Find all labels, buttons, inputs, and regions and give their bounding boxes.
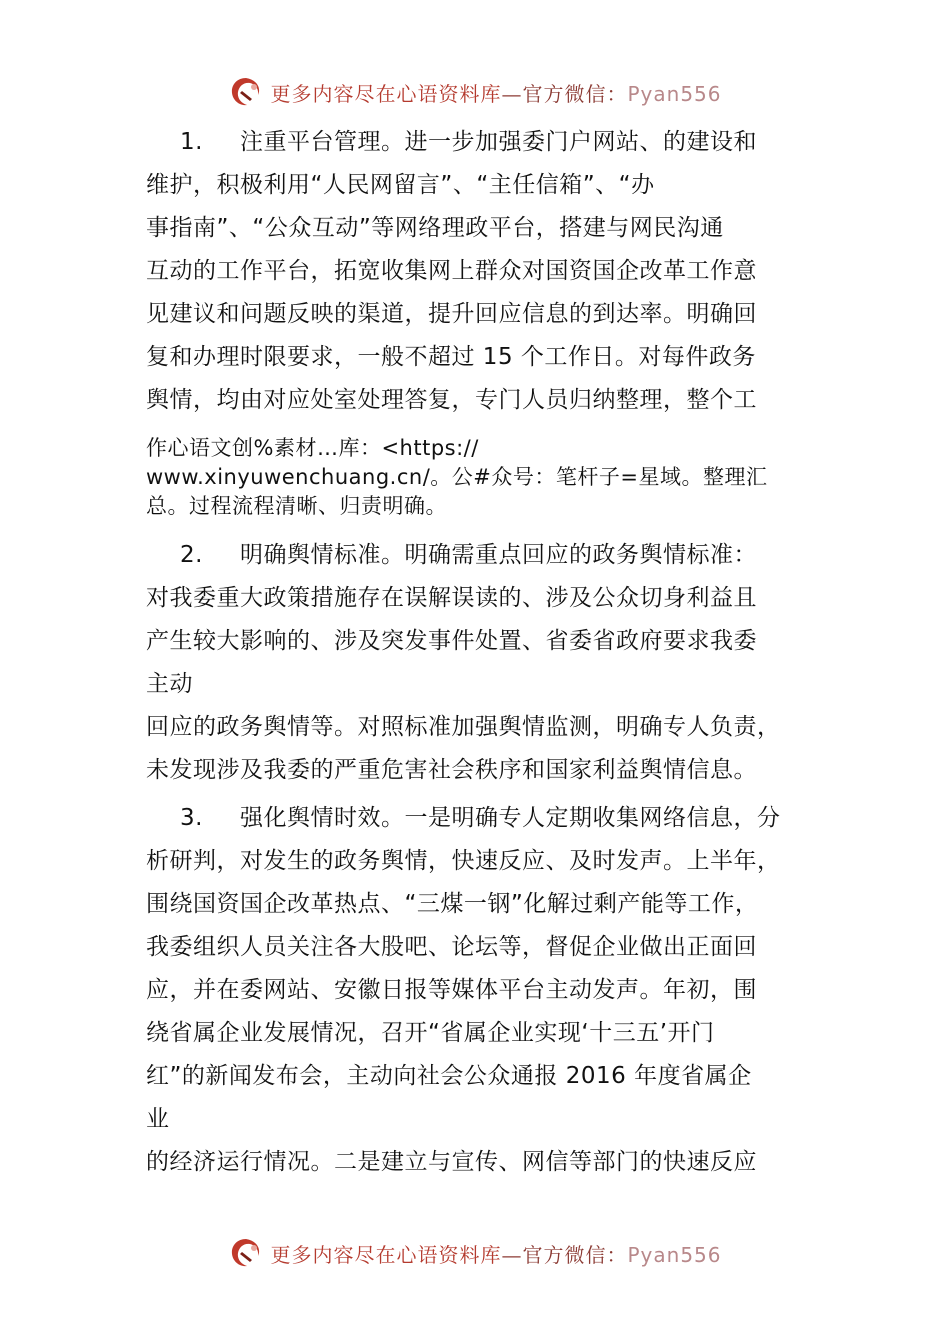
text-line: www.xinyuwenchuang.cn/。公#众号：笔杆子=星域。整理汇 <box>146 465 768 489</box>
xinyu-logo-icon <box>228 1236 264 1270</box>
text-line: 主动 <box>146 671 193 697</box>
text-line: 作心语文创%素材…库：<https:// <box>146 436 479 460</box>
banner-dash: — <box>501 1242 523 1267</box>
text-line: 未发现涉及我委的严重危害社会秩序和国家利益舆情信息。 <box>146 757 757 783</box>
text-line: 产生较大影响的、涉及突发事件处置、省委省政府要求我委 <box>146 628 757 654</box>
banner-wechat-label: 官方微信： <box>522 81 628 106</box>
text-line: 业 <box>146 1106 170 1132</box>
banner-wechat-label: 官方微信： <box>522 1242 628 1267</box>
text-line: 应，并在委网站、安徽日报等媒体平台主动发声。年初，围 <box>146 977 757 1003</box>
text-line: 回应的政务舆情等。对照标准加强舆情监测，明确专人负责， <box>146 714 781 740</box>
text-line: 3. 强化舆情时效。一是明确专人定期收集网络信息，分 <box>180 805 781 831</box>
text-line: 见建议和问题反映的渠道，提升回应信息的到达率。明确回 <box>146 301 757 327</box>
text-line: 围绕国资国企改革热点、“三煤一钢”化解过剩产能等工作， <box>146 891 759 917</box>
text-line: 维护，积极利用“人民网留言”、“主任信箱”、“办 <box>146 172 655 198</box>
banner-text <box>270 1239 721 1268</box>
list-number: 2. <box>180 542 203 568</box>
banner-wechat-id: Pyan556 <box>627 81 722 106</box>
text-line: 绕省属企业发展情况，召开“省属企业实现‘十三五’开门 <box>146 1020 715 1046</box>
text-line: 对我委重大政策措施存在误解误读的、涉及公众切身利益且 <box>146 585 757 611</box>
text-line: 红”的新闻发布会，主动向社会公众通报 2016 年度省属企 <box>146 1063 752 1089</box>
banner-dash: — <box>501 81 523 106</box>
text-line: 的经济运行情况。二是建立与宣传、网信等部门的快速反应 <box>146 1149 757 1175</box>
text-line: 互动的工作平台，拓宽收集网上群众对国资国企改革工作意 <box>146 258 757 284</box>
banner-wechat-id: Pyan556 <box>627 1242 722 1267</box>
text-line: 事指南”、“公众互动”等网络理政平台，搭建与网民沟通 <box>146 215 724 241</box>
text-line: 析研判，对发生的政务舆情，快速反应、及时发声。上半年， <box>146 848 781 874</box>
banner-title: 更多内容尽在心语资料库 <box>270 81 502 106</box>
footer-banner <box>0 1233 950 1273</box>
banner-title: 更多内容尽在心语资料库 <box>270 1242 502 1267</box>
header-banner <box>0 72 950 112</box>
text-line: 2. 明确舆情标准。明确需重点回应的政务舆情标准： <box>180 542 757 568</box>
text-line: 1. 注重平台管理。进一步加强委门户网站、的建设和 <box>180 129 757 155</box>
text-line: 我委组织人员关注各大股吧、论坛等，督促企业做出正面回 <box>146 934 757 960</box>
list-number: 3. <box>180 805 203 831</box>
list-number: 1. <box>180 129 203 155</box>
xinyu-logo-icon <box>228 75 264 109</box>
text-line: 复和办理时限要求，一般不超过 15 个工作日。对每件政务 <box>146 344 756 370</box>
text-line: 总。过程流程清晰、归责明确。 <box>146 494 447 518</box>
text-line: 舆情，均由对应处室处理答复，专门人员归纳整理，整个工 <box>146 387 757 413</box>
banner-text <box>270 78 721 107</box>
